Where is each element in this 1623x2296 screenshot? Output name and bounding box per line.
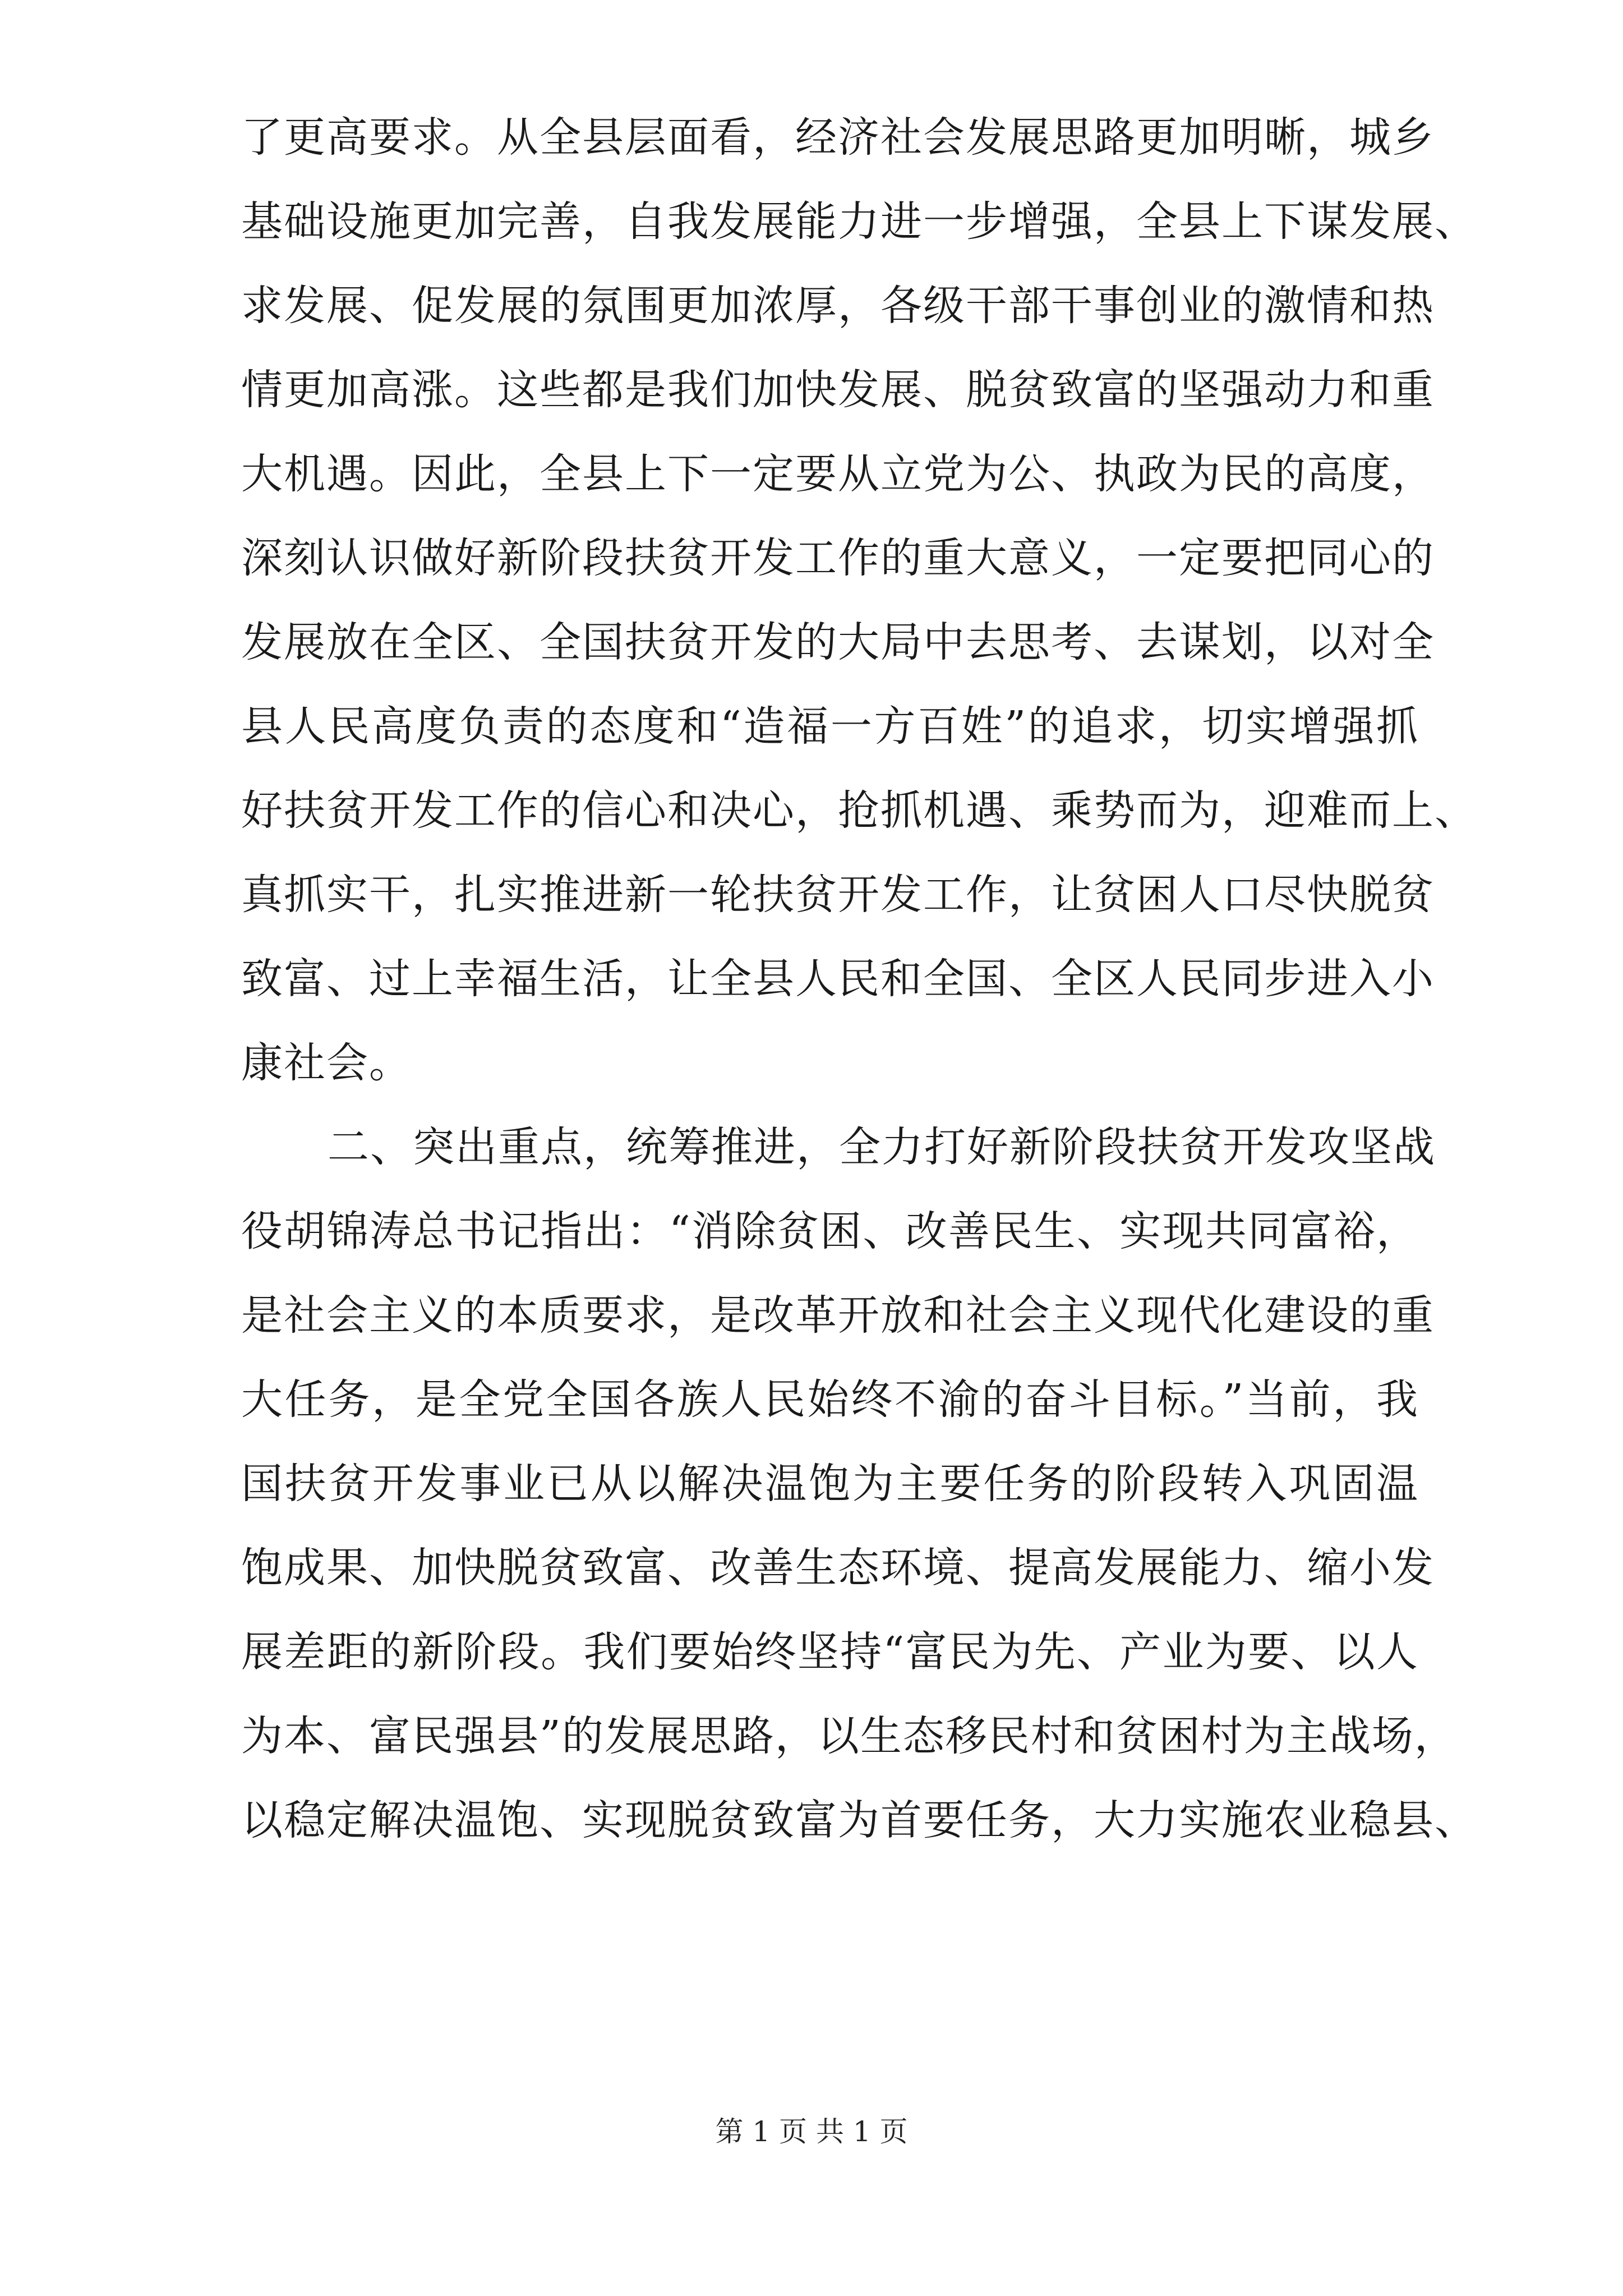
text-line: 大任务，是全党全国各族人民始终不渝的奋斗目标。”当前，我 xyxy=(241,1375,1419,1424)
text-line: 以稳定解决温饱、实现脱贫致富为首要任务，大力实施农业稳县、 xyxy=(241,1796,1477,1844)
text-line: 役胡锦涛总书记指出：“消除贫困、改善民生、实现共同富裕， xyxy=(241,1207,1419,1255)
text-line: 为本、富民强县”的发展思路，以生态移民村和贫困村为主战场， xyxy=(241,1712,1457,1760)
text-line: 饱成果、加快脱贫致富、改善生态环境、提高发展能力、缩小发 xyxy=(241,1544,1435,1592)
text-line: 展差距的新阶段。我们要始终坚持“富民为先、产业为要、以人 xyxy=(241,1628,1419,1676)
text-line: 情更加高涨。这些都是我们加快发展、脱贫致富的坚强动力和重 xyxy=(241,366,1435,414)
text-line: 发展放在全区、全国扶贫开发的大局中去思考、去谋划，以对全 xyxy=(241,618,1435,666)
text-line: 大机遇。因此，全县上下一定要从立党为公、执政为民的高度， xyxy=(241,450,1435,498)
text-line: 县人民高度负责的态度和“造福一方百姓”的追求，切实增强抓 xyxy=(241,702,1419,751)
text-line: 基础设施更加完善，自我发展能力进一步增强，全县上下谋发展、 xyxy=(241,197,1477,246)
page-footer: 第 1 页 共 1 页 xyxy=(715,2115,908,2148)
text-line: 致富、过上幸福生活，让全县人民和全国、全区人民同步进入小 xyxy=(241,955,1435,1003)
text-line: 真抓实干，扎实推进新一轮扶贫开发工作，让贫困人口尽快脱贫 xyxy=(241,871,1435,919)
text-line: 康社会。 xyxy=(241,1039,412,1087)
text-line: 国扶贫开发事业已从以解决温饱为主要任务的阶段转入巩固温 xyxy=(241,1460,1419,1508)
text-line: 了更高要求。从全县层面看，经济社会发展思路更加明晰，城乡 xyxy=(241,113,1435,162)
text-line: 求发展、促发展的氛围更加浓厚，各级干部干事创业的激情和热 xyxy=(241,282,1435,330)
text-line: 深刻认识做好新阶段扶贫开发工作的重大意义，一定要把同心的 xyxy=(241,534,1435,582)
text-line: 是社会主义的本质要求，是改革开放和社会主义现代化建设的重 xyxy=(241,1291,1435,1340)
text-line: 好扶贫开发工作的信心和决心，抢抓机遇、乘势而为，迎难而上、 xyxy=(241,786,1477,835)
section-heading-line: 二、突出重点，统筹推进，全力打好新阶段扶贫开发攻坚战 xyxy=(328,1123,1436,1171)
